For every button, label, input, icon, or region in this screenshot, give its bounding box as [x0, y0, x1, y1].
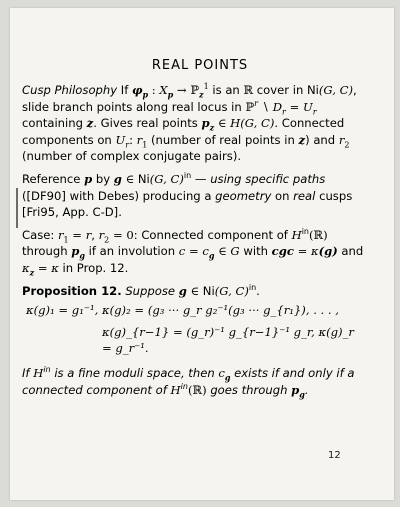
math-gc: (G, C) — [149, 171, 184, 186]
case-paragraph — [22, 227, 367, 277]
math-arrow: → — [176, 83, 187, 97]
math-ni: Ni — [202, 283, 215, 298]
text: through — [22, 244, 68, 259]
math-in: ∈ — [218, 244, 227, 259]
text: If — [22, 365, 30, 380]
text: exists if and only if a connected component of — [22, 365, 355, 397]
text: : — [129, 132, 133, 147]
cusp-philosophy-paragraph — [22, 82, 367, 165]
math-g: (g) — [318, 244, 338, 259]
text: on — [275, 188, 290, 203]
math-in: ∈ — [190, 283, 200, 298]
math-sup: in — [43, 365, 51, 375]
math-sup: r — [254, 98, 258, 108]
text: — — [194, 171, 207, 186]
text: ) and — [305, 132, 336, 147]
math-reals: (ℝ) — [309, 227, 328, 242]
math-sub: r — [282, 106, 286, 116]
text: , — [91, 227, 95, 242]
math-z: z — [86, 116, 94, 131]
math-r: r — [98, 227, 105, 242]
math-sup: in — [183, 171, 192, 181]
math-eq: = — [289, 99, 300, 114]
math-p: p — [201, 116, 210, 131]
math-sub: z — [29, 267, 35, 278]
math-sub: p — [142, 89, 149, 100]
math-g-group: G — [230, 244, 240, 259]
math-p: p — [84, 171, 93, 186]
math-eq: = — [72, 227, 83, 242]
math-p: p — [71, 244, 80, 259]
math-sup: in — [248, 282, 257, 292]
math-c: c — [218, 365, 225, 380]
math-sub: p — [167, 89, 174, 100]
math-sub: g — [208, 250, 215, 261]
equation-line-2: κ(g)_{r−1} = (g_r)⁻¹ g_{r−1}⁻¹ g_r, κ(g)_r = g_r⁻¹. — [102, 324, 354, 356]
math-reals: (ℝ) — [187, 382, 207, 397]
math-kappa: κ — [311, 244, 319, 259]
text: . Gives real points — [93, 116, 198, 131]
math-kappa: κ — [51, 260, 59, 275]
text: : Connected component of — [133, 227, 288, 242]
page-number: 12 — [328, 450, 341, 461]
math-sub: 1 — [63, 235, 69, 245]
text: If — [120, 83, 129, 97]
math-phi: φ — [132, 83, 143, 97]
math-sub: g — [224, 372, 231, 383]
math-r: r — [338, 132, 345, 147]
text: , slide branch points along real locus — [22, 83, 357, 114]
page-body — [22, 82, 367, 404]
math-sub: z — [199, 89, 204, 100]
text: with — [243, 244, 268, 259]
page-title: REAL POINTS — [151, 58, 249, 73]
equation-line-1: κ(g)₁ = g₁⁻¹, κ(g)₂ = (g₃ ··· g_r g₂⁻¹(g₃ ··· g_{r₁}), . . . , — [26, 303, 339, 318]
text: containing — [22, 116, 83, 131]
math-ni: Ni — [306, 83, 319, 97]
text: in — [231, 99, 242, 114]
text: ([DF90] with Debes) producing a — [22, 188, 212, 203]
math-z: z — [298, 132, 306, 147]
math-c: c — [178, 244, 186, 259]
math-sup: 1 — [203, 82, 209, 92]
math-d: D — [272, 99, 283, 114]
math-sub: g — [299, 388, 305, 399]
math-r: r — [85, 227, 92, 242]
text: by — [95, 171, 111, 186]
math-sub: z — [209, 122, 215, 133]
math-gc: (G, C) — [214, 283, 249, 298]
math-in: ∈ — [217, 116, 227, 131]
math-reals: ℝ — [243, 83, 254, 97]
text: . Connected components on — [22, 116, 345, 147]
reference-paragraph — [22, 171, 367, 221]
math-sub: 1 — [142, 140, 148, 150]
math-r: r — [57, 227, 64, 242]
math-gc: (G, C) — [318, 83, 354, 97]
math-eq: = 0 — [112, 227, 134, 242]
text: in Prop. 12. — [62, 260, 129, 275]
text: goes through — [210, 382, 288, 397]
math-h: H — [291, 227, 302, 242]
math-sup: in — [301, 226, 309, 236]
math-h: H — [33, 365, 44, 380]
text: is a fine moduli space, then — [54, 365, 215, 380]
math-sup: in — [180, 381, 188, 391]
math-x: X — [159, 83, 168, 97]
math-sub: 2 — [344, 140, 350, 150]
math-eq: = — [37, 260, 48, 275]
math-in: ∈ — [125, 171, 135, 186]
proposition-label: Proposition 12. — [22, 283, 122, 298]
text: is an — [212, 83, 240, 97]
text: Reference — [22, 171, 81, 186]
math-h: H — [230, 116, 241, 131]
proposition-statement — [22, 283, 367, 300]
math-sub: r — [125, 140, 130, 150]
text: Suppose — [125, 283, 176, 298]
conclusion-paragraph — [22, 365, 367, 398]
math-cgc: cgc — [271, 244, 294, 259]
text: (number of complex conjugate pairs). — [22, 149, 242, 164]
math-h: H — [170, 382, 181, 397]
math-gc: (G, C) — [240, 116, 275, 131]
text: Case: — [22, 227, 55, 242]
math-p: p — [291, 382, 300, 397]
text: cusps [Fri95, App. C-D]. — [22, 188, 353, 220]
text: geometry — [215, 188, 272, 203]
text: if an involution — [88, 244, 176, 259]
text: . — [256, 283, 260, 298]
math-sub: g — [79, 250, 85, 261]
margin-mark — [16, 188, 18, 228]
text: and — [341, 244, 364, 259]
math-c: c — [202, 244, 209, 259]
math-ni: Ni — [137, 171, 150, 186]
math-projective: ℙ — [190, 83, 200, 97]
math-sub: r — [312, 106, 317, 116]
math-kappa: κ — [22, 260, 30, 275]
math-u: U — [115, 132, 126, 147]
math-u: U — [302, 99, 313, 114]
math-r: r — [136, 132, 143, 147]
math-g: g — [113, 171, 122, 186]
text: . — [304, 382, 309, 397]
text: using specific paths — [210, 171, 326, 186]
math-eq: = — [188, 244, 199, 259]
math-projective: ℙ — [245, 99, 255, 114]
math-colon: : — [151, 83, 156, 97]
text: real — [293, 188, 316, 203]
math-sub: 2 — [104, 235, 110, 245]
math-eq: = — [297, 244, 308, 259]
text: (number of real points in — [150, 132, 295, 147]
math-setminus: ∖ — [261, 99, 270, 114]
math-g: g — [178, 283, 187, 298]
text: cover — [256, 83, 290, 97]
text: in — [292, 83, 304, 97]
cusp-heading: Cusp Philosophy — [22, 83, 118, 97]
